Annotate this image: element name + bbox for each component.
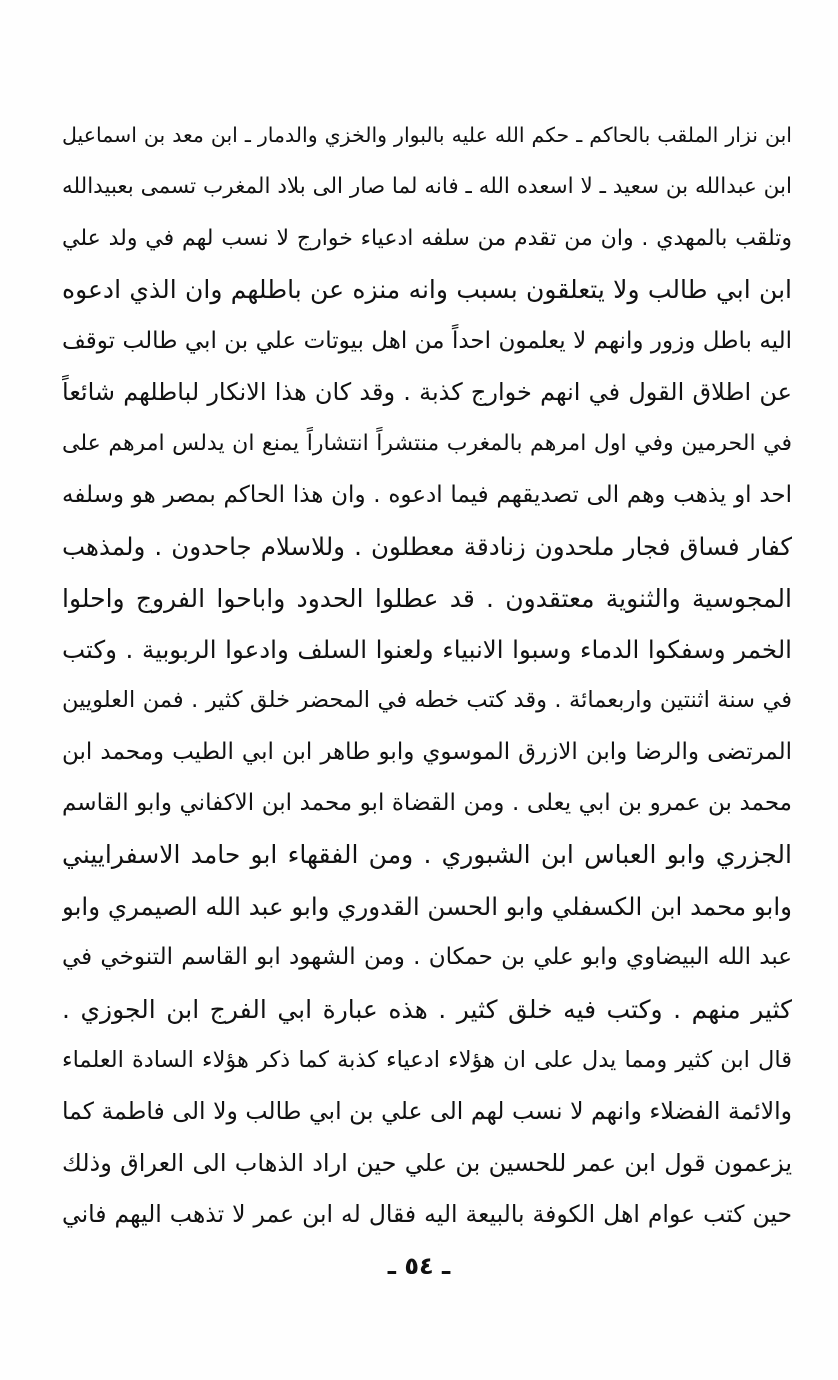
text-line: كفار فساق فجار ملحدون زنادقة معطلون . وللاسلام جاحدون . ولمذهب: [62, 532, 792, 562]
text-line: ابن ابي طالب ولا يتعلقون بسبب وانه منزه عن باطلهم وان الذي ادعوه: [62, 275, 792, 305]
text-line: اليه باطل وزور وانهم لا يعلمون احداً من اهل بيوتات علي بن ابي طالب توقف: [62, 327, 792, 354]
text-line: قال ابن كثير ومما يدل على ان هؤلاء ادعياء كذبة كما ذكر هؤلاء السادة العلماء: [62, 1047, 792, 1074]
text-line: حين كتب عوام اهل الكوفة بالبيعة اليه فقال له ابن عمر لا تذهب اليهم فاني: [62, 1200, 792, 1229]
text-line: كثير منهم . وكتب فيه خلق كثير . هذه عبارة ابي الفرج ابن الجوزي .: [62, 994, 792, 1024]
text-line: وتلقب بالمهدي . وان من تقدم من سلفه ادعياء خوارج لا نسب لهم في ولد علي: [62, 225, 792, 251]
text-line: الجزري وابو العباس ابن الشبوري . ومن الفقهاء ابو حامد الاسفراييني: [62, 840, 792, 870]
text-line: يزعمون قول ابن عمر للحسين بن علي حين اراد الذهاب الى العراق وذلك: [62, 1148, 792, 1177]
text-line: في الحرمين وفي اول امرهم بالمغرب منتشراً انتشاراً يمنع ان يدلس امرهم على: [62, 431, 792, 457]
text-line: المجوسية والثنوية معتقدون . قد عطلوا الحدود واباحوا الفروج واحلوا: [62, 583, 792, 613]
body-text: [62, 110, 792, 1241]
text-line: والائمة الفضلاء وانهم لا نسب لهم الى علي بن ابي طالب ولا الى فاطمة كما: [62, 1097, 792, 1126]
text-line: الخمر وسفكوا الدماء وسبوا الانبياء ولعنوا السلف وادعوا الربوبية . وكتب: [62, 634, 792, 664]
text-line: احد او يذهب وهم الى تصديقهم فيما ادعوه . وان هذا الحاكم بمصر هو وسلفه: [62, 481, 792, 508]
text-line: في سنة اثنتين واربعمائة . وقد كتب خطه في المحضر خلق كثير . فمن العلويين: [62, 687, 792, 714]
text-line: عن اطلاق القول في انهم خوارج كذبة . وقد كان هذا الانكار لباطلهم شائعاً: [62, 377, 792, 406]
page-number: ـ ٥٤ ـ: [387, 1252, 451, 1280]
text-line: ابن نزار الملقب بالحاكم ـ حكم الله عليه بالبوار والخزي والدمار ـ ابن معد بن اسماعيل: [62, 123, 792, 147]
text-line: عبد الله البيضاوي وابو علي بن حمكان . ومن الشهود ابو القاسم التنوخي في: [62, 944, 792, 971]
text-line: ابن عبدالله بن سعيد ـ لا اسعده الله ـ فانه لما صار الى بلاد المغرب تسمى بعبيدالله: [62, 174, 792, 200]
text-line: وابو محمد ابن الكسفلي وابو الحسن القدوري وابو عبد الله الصيمري وابو: [62, 891, 792, 921]
text-line: محمد بن عمرو بن ابي يعلى . ومن القضاة ابو محمد ابن الاكفاني وابو القاسم: [62, 790, 792, 817]
text-line: المرتضى والرضا وابن الازرق الموسوي وابو طاهر ابن ابي الطيب ومحمد ابن: [62, 738, 792, 765]
